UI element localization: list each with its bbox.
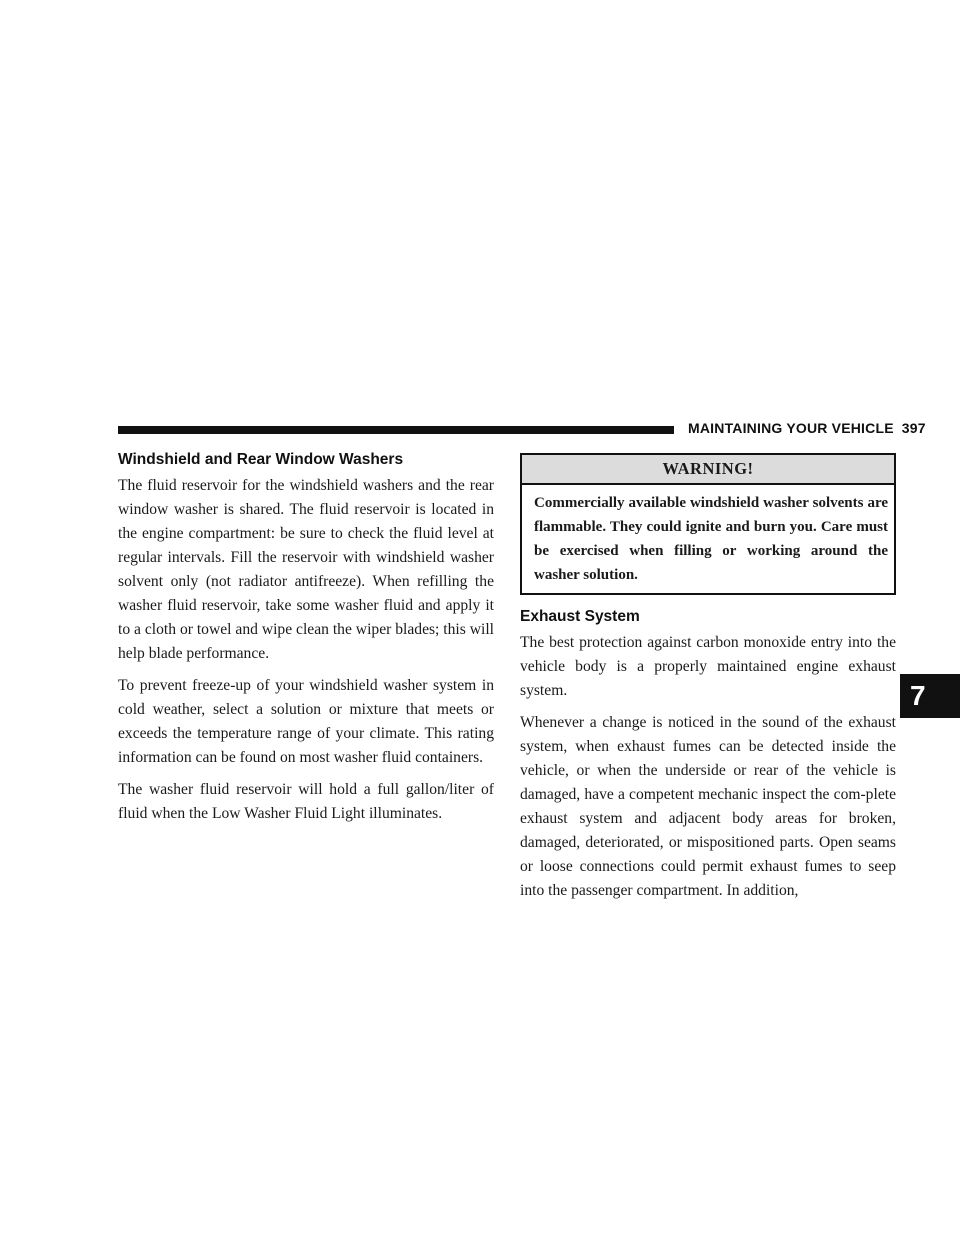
washers-heading: Windshield and Rear Window Washers <box>118 451 404 468</box>
header-rule <box>118 426 674 434</box>
chapter-tab: 7 <box>900 674 960 718</box>
page-number: 397 <box>901 420 926 436</box>
washers-paragraph-1: The fluid reservoir for the windshield washers and the rear window washer is shared. The fluid reservoir is located in the engine compartment: be sure to check the fluid level at regular intervals. Fill the reservoir with windshield washer solvent only (not radiator antifreeze). When refilling the washer fluid reservoir, take some washer fluid and apply it to a cloth or towel and wipe clean the wiper blades; this will help blade performance. <box>118 477 494 662</box>
warning-box <box>520 453 896 595</box>
running-header <box>688 420 926 436</box>
washers-paragraph-2: To prevent freeze-up of your windshield washer system in cold weather, select a solution or mixture that meets or exceeds the temperature range of your climate. This rating information can be found on most washer fluid containers. <box>118 677 494 766</box>
exhaust-paragraph-2: Whenever a change is noticed in the sound of the exhaust system, when exhaust fumes can be detected inside the vehicle, or when the underside or rear of the vehicle is damaged, have a competent mechanic inspect the com-plete exhaust system and adjacent body areas for broken, damaged, deteriorated, or mispositioned parts. Open seams or loose connections could permit exhaust fumes to seep into the passenger compartment. In addition, <box>520 714 896 899</box>
exhaust-paragraph-1: The best protection against carbon monoxide entry into the vehicle body is a properly maintained engine exhaust system. <box>520 634 896 699</box>
left-column <box>118 448 494 834</box>
exhaust-heading: Exhaust System <box>520 608 640 625</box>
warning-title: WARNING! <box>522 455 894 485</box>
right-column <box>520 448 896 911</box>
washers-paragraph-3: The washer fluid reservoir will hold a full gallon/liter of fluid when the Low Washer Fluid Light illuminates. <box>118 781 494 822</box>
section-title: MAINTAINING YOUR VEHICLE <box>688 420 894 436</box>
warning-text: Commercially available windshield washer solvents are flammable. They could ignite and burn you. Care must be exercised when filling or working around the washer solution. <box>534 495 888 583</box>
